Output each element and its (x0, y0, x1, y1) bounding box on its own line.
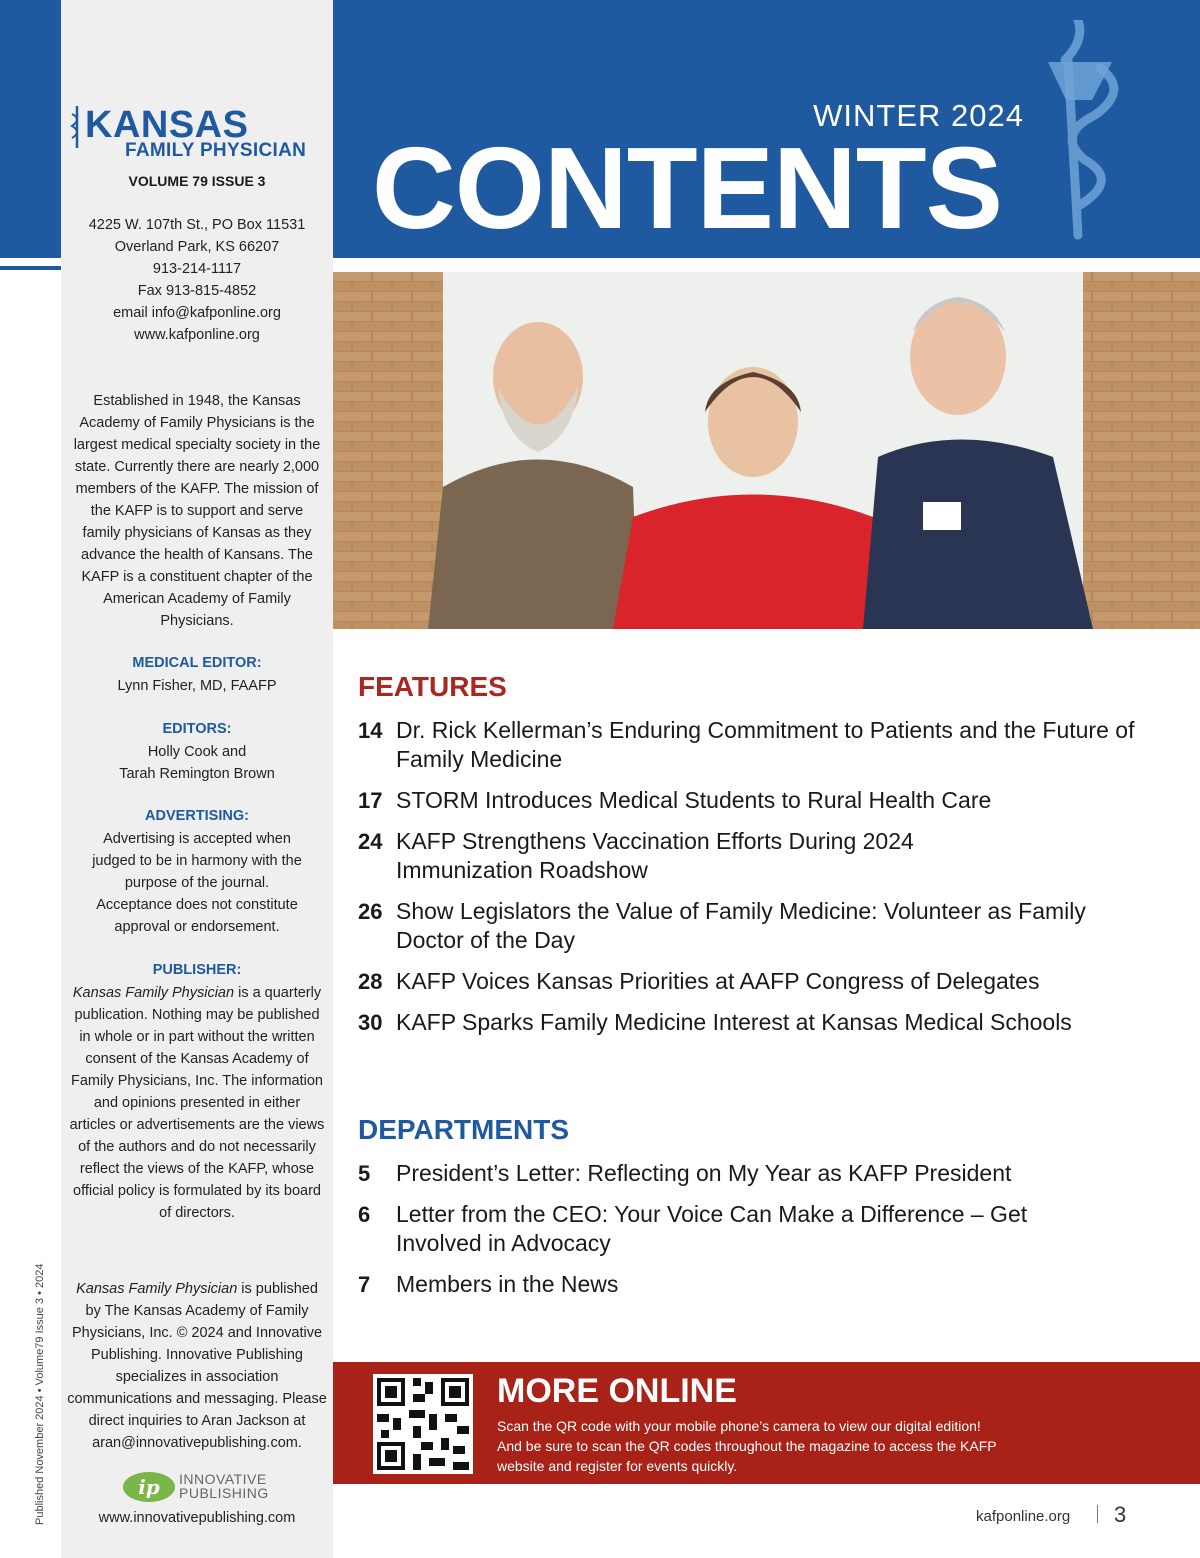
innovative-publishing-url[interactable]: www.innovativepublishing.com (98, 1510, 296, 1526)
phone: 913-214-1117 (152, 261, 242, 277)
departments-heading: DEPARTMENTS (358, 1114, 570, 1145)
published-by-text (61, 1278, 333, 1454)
vertical-publication-note: Published November 2024 • Volume79 Issue 3 • 2024 (34, 1263, 46, 1525)
editors-heading: EDITORS: (162, 721, 232, 737)
torch-staff-icon (1030, 20, 1140, 245)
published-by-body: is published by The Kansas Academy of Family Physicians, Inc. © 2024 and Innovative Publishing. Innovative Publishing specializes in association communications and messaging. Please direct inquiries to Aran Jackson at aran@innovativepublishing.com. (67, 1281, 327, 1451)
list-item[interactable] (358, 716, 1158, 774)
page-title: CONTENTS (372, 123, 1002, 253)
address-line: Overland Park, KS 66207 (114, 239, 280, 255)
sidebar (61, 0, 333, 1558)
list-item[interactable] (358, 786, 1158, 815)
page-number: 30 (358, 1010, 383, 1035)
logo-kansas-text: KANSAS (85, 104, 249, 146)
ip-logo-line: PUBLISHING (179, 1485, 269, 1501)
page-number: 26 (358, 899, 383, 924)
article-title: KAFP Voices Kansas Priorities at AAFP Congress of Delegates (396, 968, 1040, 994)
ip-logo-mark: ip (123, 1472, 175, 1502)
caduceus-icon (69, 104, 85, 150)
editor-name: Holly Cook and (147, 744, 247, 760)
article-title: STORM Introduces Medical Students to Rural Health Care (396, 787, 992, 813)
publication-name: Kansas Family Physician (72, 985, 235, 1001)
features-list (358, 716, 1158, 1049)
qr-code-icon[interactable] (373, 1374, 473, 1474)
cover-photo (333, 272, 1200, 629)
publisher-text (61, 982, 333, 1224)
about-text: Established in 1948, the Kansas Academy of Family Physicians is the largest medical specialty society in the state. Currently there are nearly 2,000 members of the KAFP. The mission of the KAFP is to support and serve family physicians of Kansas as they advance the health of Kansans. The KAFP is a constituent chapter of the American Academy of Family Physicians. (73, 393, 321, 629)
photo-illustration (333, 272, 1200, 629)
ip-logo-line: INNOVATIVE (179, 1471, 267, 1487)
list-item[interactable] (358, 1270, 1158, 1299)
editors-names (61, 741, 333, 785)
page-number: 14 (358, 718, 383, 743)
article-title: Letter from the CEO: Your Voice Can Make a Difference – Get Involved in Advocacy (396, 1201, 1028, 1256)
list-item[interactable] (358, 967, 1158, 996)
list-item[interactable] (358, 1200, 1158, 1258)
advertising-text: Advertising is accepted when judged to be in harmony with the purpose of the journal. Acceptance does not constitute approval or endorsement. (92, 831, 302, 935)
issue-season: WINTER 2024 (813, 98, 1024, 133)
advertising-heading: ADVERTISING: (145, 808, 249, 824)
medical-editor-heading: MEDICAL EDITOR: (132, 655, 262, 671)
page-number-footer: 3 (1114, 1502, 1127, 1527)
article-title: Dr. Rick Kellerman’s Enduring Commitment to Patients and the Future of Family Medicine (396, 717, 1135, 772)
features-heading: FEATURES (358, 671, 507, 702)
page-number: 24 (358, 829, 383, 854)
medical-editor-name: Lynn Fisher, MD, FAAFP (117, 678, 277, 694)
publication-name: Kansas Family Physician (76, 1281, 238, 1297)
page-number: 28 (358, 969, 383, 994)
list-item[interactable] (358, 897, 1158, 955)
more-online-text (497, 1416, 1057, 1476)
page-number: 17 (358, 788, 383, 813)
ip-logo-text (179, 1472, 269, 1500)
editor-name: Tarah Remington Brown (119, 766, 275, 782)
publisher-body: is a quarterly publication. Nothing may be published in whole or in part without the written consent of the Kansas Academy of Family Physicians, Inc. The information and opinions presented in either articles or advertisements are the views of the authors and do not necessarily reflect the views of the KAFP, whose official policy is formulated by its board of directors. (69, 985, 325, 1221)
publisher-heading: PUBLISHER: (152, 962, 242, 978)
article-title: Members in the News (396, 1271, 619, 1297)
email-link[interactable]: email info@kafponline.org (113, 305, 281, 321)
website-link[interactable]: www.kafponline.org (134, 327, 260, 343)
footer-website-link[interactable]: kafponline.org (976, 1508, 1071, 1525)
kansas-family-physician-logo (67, 100, 329, 160)
article-title: President’s Letter: Reflecting on My Year as KAFP President (396, 1160, 1012, 1186)
list-item[interactable] (358, 1008, 1158, 1037)
article-title: Show Legislators the Value of Family Medicine: Volunteer as Family Doctor of the Day (396, 898, 1086, 953)
volume-issue: VOLUME 79 ISSUE 3 (128, 173, 266, 189)
article-title: KAFP Sparks Family Medicine Interest at Kansas Medical Schools (396, 1009, 1072, 1035)
address-block (61, 214, 333, 346)
more-online-banner (333, 1362, 1200, 1484)
page-number: 7 (358, 1272, 371, 1297)
fax: Fax 913-815-4852 (137, 283, 257, 299)
address-line: 4225 W. 107th St., PO Box 11531 (88, 217, 306, 233)
list-item[interactable] (358, 827, 1158, 885)
logo-family-physician-text: FAMILY PHYSICIAN (125, 140, 307, 161)
list-item[interactable] (358, 1159, 1158, 1188)
more-online-line: Scan the QR code with your mobile phone’s camera to view our digital edition! (497, 1418, 981, 1434)
innovative-publishing-logo (121, 1470, 281, 1504)
departments-list (358, 1159, 1158, 1311)
footer-divider (1097, 1505, 1098, 1523)
more-online-title: MORE ONLINE (497, 1372, 737, 1410)
page-number: 5 (358, 1161, 371, 1186)
more-online-line: And be sure to scan the QR codes throughout the magazine to access the KAFP website and register for events quickly. (497, 1438, 997, 1474)
page-number: 6 (358, 1202, 371, 1227)
article-title: KAFP Strengthens Vaccination Efforts During 2024 Immunization Roadshow (396, 828, 914, 883)
